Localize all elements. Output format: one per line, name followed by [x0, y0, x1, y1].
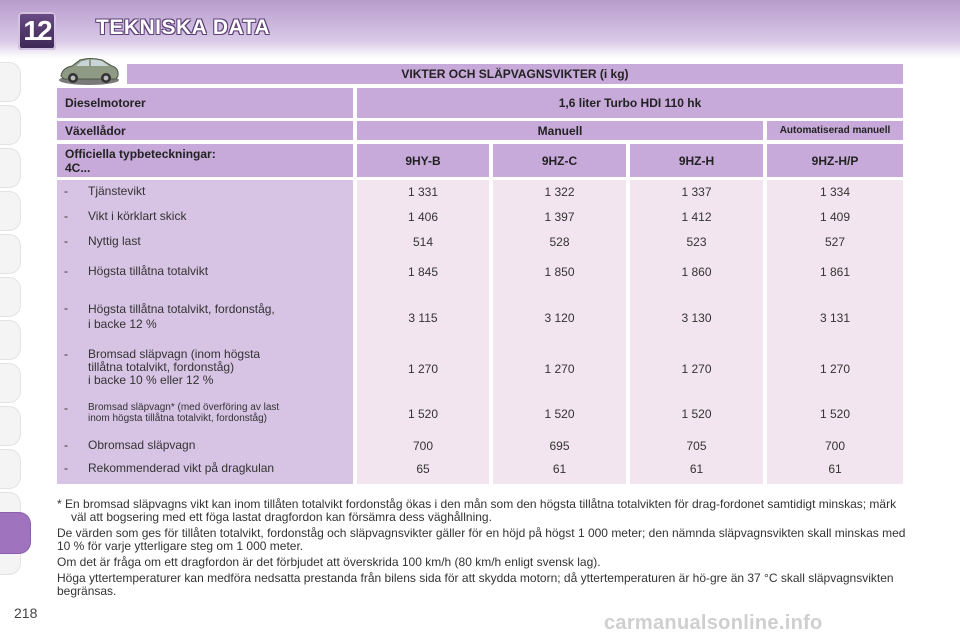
row-label-text: Obromsad släpvagn — [88, 438, 196, 452]
row-label-text: Rekommenderad vikt på dragkulan — [88, 461, 275, 475]
table-cell: 3 131 — [819, 311, 851, 325]
table-cell: 1 520 — [407, 407, 439, 421]
row-dash: - — [64, 234, 68, 248]
table-cell: 527 — [824, 235, 846, 249]
chapter-tab[interactable] — [0, 449, 21, 489]
row-dash: - — [64, 184, 68, 198]
row-label-text: Nyttig last — [88, 234, 141, 248]
row-dash: - — [64, 461, 68, 475]
engine-value: 1,6 liter Turbo HDI 110 hk — [357, 88, 903, 118]
watermark: carmanualsonline.info — [604, 612, 823, 634]
side-tabs — [0, 62, 32, 578]
table-cell: 61 — [828, 462, 842, 476]
chapter-tab[interactable] — [0, 62, 21, 102]
row-dash: - — [64, 301, 68, 315]
chapter-tab[interactable] — [0, 234, 21, 274]
table-cell: 1 270 — [407, 362, 439, 376]
car-icon — [56, 56, 122, 86]
chapter-tab[interactable] — [0, 320, 21, 360]
footnote-star: * En bromsad släpvagns vikt kan inom tillåten totalvikt fordonståg ökas i den mån som den högsta tillåtna totalvikten för drag-fordonet samtidigt minskas; märk väl att bogsering med ett föga lastat dragfordon kan försämra dess väghållning. — [57, 497, 897, 524]
row-dash: - — [64, 438, 68, 452]
row-label-text: Vikt i körklart skick — [88, 209, 187, 223]
table-cell: 700 — [412, 439, 434, 453]
type-column-header: 9HZ-H — [630, 144, 763, 177]
table-cell: 695 — [549, 439, 570, 453]
row-dash: - — [64, 347, 68, 361]
chapter-tab[interactable] — [0, 406, 21, 446]
table-cell: 61 — [552, 462, 567, 476]
row-label-text: Högsta tillåtna totalvikt — [88, 264, 209, 278]
table-cell: 528 — [549, 235, 570, 249]
footnote-temperature: Höga yttertemperaturer kan medföra nedsatta prestanda från bilens sida för att skydda motorn; då yttertemperaturen är hö-gre än 37 °C skall släpvagnsvikten begränsas. — [57, 571, 894, 598]
type-column-header: 9HZ-H/P — [767, 144, 903, 177]
table-cell: 1 520 — [681, 407, 712, 421]
chapter-tab[interactable] — [0, 277, 21, 317]
chapter-tab[interactable] — [0, 105, 21, 145]
chapter-tab[interactable] — [0, 191, 21, 231]
chapter-tab[interactable] — [0, 148, 21, 188]
footnote-speed: Om det är fråga om ett dragfordon är det förbjudet att överskrida 100 km/h (80 km/h enligt svensk lag). — [57, 555, 601, 569]
table-cell: 61 — [689, 462, 704, 476]
table-cell: 1 397 — [544, 210, 575, 224]
table-cell: 65 — [416, 462, 430, 476]
chapter-number-badge: 12 — [18, 12, 56, 50]
table-cell: 3 115 — [408, 311, 438, 325]
table-cell: 1 861 — [819, 265, 851, 279]
footnotes — [57, 498, 907, 601]
table-cell: 1 860 — [681, 265, 712, 279]
row-label-text: Högsta tillåtna totalvikt, fordonståg, i backe 12 % — [88, 302, 275, 331]
table-cell: 1 412 — [681, 210, 712, 224]
table-cell: 1 322 — [544, 185, 575, 199]
table-cell: 1 406 — [407, 210, 439, 224]
row-dash: - — [64, 264, 68, 278]
type-designation-label: Officiella typbeteckningar: 4C... — [57, 144, 353, 177]
footnote-altitude: De värden som ges för tillåten totalvikt, fordonståg och släpvagnsvikter gäller för en höjd på högst 1 000 meter; den nämnda släpvagnsvikten skall minskas med 10 % för varje ytterligare steg om 1 000 meter. — [57, 526, 906, 553]
table-cell: 3 130 — [681, 311, 712, 325]
table-cell: 1 331 — [407, 185, 439, 199]
table-cell: 705 — [686, 439, 707, 453]
engine-label: Dieselmotorer — [57, 88, 353, 118]
table-cell: 1 270 — [681, 362, 712, 376]
chapter-tab[interactable] — [0, 363, 21, 403]
row-label-text: Tjänstevikt — [88, 184, 146, 198]
table-title: VIKTER OCH SLÄPVAGNSVIKTER (i kg) — [127, 64, 903, 84]
table-cell: 1 520 — [544, 407, 575, 421]
table-cell: 1 520 — [819, 407, 851, 421]
table-cell: 1 270 — [819, 362, 851, 376]
table-cell: 1 850 — [544, 265, 575, 279]
row-dash: - — [64, 209, 68, 223]
page-number: 218 — [14, 605, 38, 621]
gearbox-manual: Manuell — [357, 121, 763, 140]
gearbox-label: Växellådor — [57, 121, 353, 140]
table-cell: 1 845 — [407, 265, 439, 279]
table-cell: 523 — [686, 235, 707, 249]
table-cell: 1 270 — [544, 362, 575, 376]
table-cell: 3 120 — [544, 311, 575, 325]
row-label-text: Bromsad släpvagn (inom högsta tillåtna totalvikt, fordonståg) i backe 10 % eller 12 % — [88, 347, 261, 387]
chapter-tab-active[interactable] — [0, 512, 31, 554]
type-column-header: 9HZ-C — [493, 144, 626, 177]
type-column-header: 9HY-B — [357, 144, 489, 177]
chapter-title: TEKNISKA DATA — [96, 16, 271, 39]
row-label-text: Bromsad släpvagn* (med överföring av last inom högsta tillåtna totalvikt, fordonståg) — [88, 402, 280, 424]
gearbox-automatic: Automatiserad manuell — [767, 121, 903, 140]
table-cell: 514 — [412, 235, 434, 249]
row-dash: - — [64, 401, 68, 415]
table-cell: 1 409 — [819, 210, 851, 224]
table-cell: 1 337 — [681, 185, 712, 199]
table-cell: 700 — [824, 439, 846, 453]
table-cell: 1 334 — [819, 185, 851, 199]
